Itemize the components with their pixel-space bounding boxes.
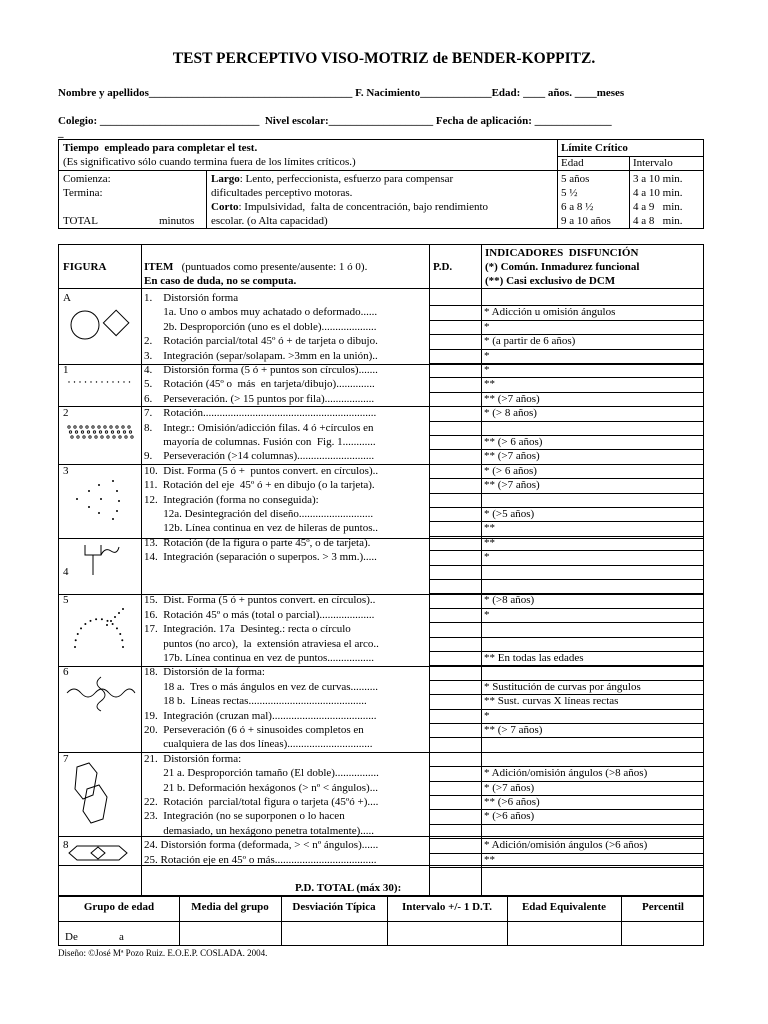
table-row <box>59 550 705 564</box>
table-row <box>59 795 705 809</box>
results-header-percentil: Percentil <box>642 901 684 913</box>
item-text: 23. Integración (no se suporponen o lo hacen <box>144 810 345 823</box>
table-row <box>59 406 705 420</box>
indicator-text: * (>8 años) <box>484 594 535 607</box>
form-line-school[interactable]: Colegio: _____________________________ Nivel escolar:___________________ Fecha de aplicación: ______________ <box>58 115 612 127</box>
indicator-text: ** (>7 años) <box>484 392 540 405</box>
table-row <box>59 579 705 593</box>
indicator-text: ** En todas las edades <box>484 652 584 664</box>
figure-8-drawing <box>67 843 131 863</box>
indicator-text: ** (>7 años) <box>484 479 540 492</box>
figure-1-drawing <box>65 375 137 389</box>
table-row <box>59 536 705 550</box>
indicator-text: * Adición/omisión ángulos (>8 años) <box>484 767 648 780</box>
item-text: 1a. Uno o ambos muy achatado o deformado...... <box>144 306 378 319</box>
table-row <box>59 637 705 651</box>
corto-text: : Impulsividad, falta de concentración, bajo rendimiento <box>238 201 489 213</box>
indicator-text: ** <box>484 536 495 549</box>
indicator-text: ** <box>484 853 495 866</box>
indicator-text: * <box>484 551 490 564</box>
table-row <box>59 349 705 363</box>
table-row <box>59 521 705 535</box>
table-row <box>59 305 705 319</box>
indicator-text: * Adición/omisión ángulos (>6 años) <box>484 839 648 852</box>
item-text: 10. Dist. Forma (5 ó + puntos convert. en círculos).. <box>144 464 379 477</box>
table-row <box>59 435 705 449</box>
table-row <box>59 853 705 867</box>
limit-edad: 6 a 8 ½ <box>561 201 594 213</box>
indicator-text: * Adicción u omisión ángulos <box>484 306 616 319</box>
indicator-text: * <box>484 349 490 362</box>
time-minutos: minutos <box>159 215 195 227</box>
table-row <box>59 334 705 348</box>
item-text: 12b. Línea continua en vez de hileras de puntos.. <box>144 522 378 535</box>
item-text: puntos (no arco), la extensión atraviesa el arco.. <box>144 637 379 650</box>
limite-critico: Límite Crítico <box>561 142 628 154</box>
item-text: 16. Rotación 45º o más (total o parcial).................... <box>144 608 375 621</box>
time-total: TOTAL <box>63 215 98 227</box>
item-text: 20. Perseveración (6 ó + sinusoides completos en <box>144 724 364 736</box>
figure-label: 2 <box>63 407 69 420</box>
indicator-text: ** Sust. curvas X líneas rectas <box>484 695 619 708</box>
header-dcm: (**) Casi exclusivo de DCM <box>485 275 616 287</box>
time-note: (Es significativo sólo cuando termina fuera de los límites críticos.) <box>63 156 356 168</box>
pd-total-label: P.D. TOTAL (máx 30): <box>295 882 402 894</box>
form-line-name[interactable]: Nombre y apellidos_____________________________________ F. Nacimiento_____________Edad: ____ años. ____meses <box>58 87 625 99</box>
indicator-text: * (>5 años) <box>484 508 535 520</box>
indicator-text: ** (> 7 años) <box>484 724 543 736</box>
results-de[interactable]: De <box>65 931 78 943</box>
indicator-text: * (>7 años) <box>484 781 535 794</box>
intervalo-header: Intervalo <box>633 157 673 169</box>
header-item-note: (puntuados como presente/ausente: 1 ó 0). <box>173 261 368 273</box>
time-termina: Termina: <box>63 187 103 199</box>
table-row <box>59 680 705 694</box>
indicator-text: * <box>484 608 490 621</box>
indicator-text: * <box>484 709 490 722</box>
indicator-text: * <box>484 320 490 333</box>
figure-2-drawing <box>65 423 137 443</box>
item-text: 21. Distorsión forma: <box>144 752 242 765</box>
footer-credit: Diseño: ©José Mª Pozo Ruiz. E.O.E.P. COSLADA. 2004. <box>58 948 268 958</box>
table-row <box>59 709 705 723</box>
table-row <box>59 608 705 622</box>
indicator-text: ** (>6 años) <box>484 796 540 808</box>
indicator-text: ** (>7 años) <box>484 450 540 463</box>
item-text: 13. Rotación (de la figura o parte 45º, o de tarjeta). <box>144 536 371 549</box>
table-row <box>59 377 705 391</box>
results-header-intervalo: Intervalo +/- 1 D.T. <box>401 901 493 913</box>
item-text: 1. Distorsión forma <box>144 292 239 304</box>
indicator-text: * (>6 años) <box>484 810 535 823</box>
item-text: 17. Integración. 17a Desinteg.: recta o círculo <box>144 623 351 636</box>
table-row <box>59 622 705 636</box>
item-text: 11. Rotación del eje 45º ó + en dibujo (o la tarjeta). <box>144 479 375 492</box>
results-header-grupo: Grupo de edad <box>83 901 155 913</box>
table-row <box>59 809 705 823</box>
figure-label: 7 <box>63 752 69 765</box>
header-indicadores: INDICADORES DISFUNCIÓN <box>485 247 639 259</box>
item-text: 17b. Línea continua en vez de puntos................. <box>144 652 375 664</box>
figure-7-drawing <box>67 759 127 829</box>
table-row <box>59 449 705 463</box>
item-text: 19. Integración (cruzan mal)...................................... <box>144 709 377 722</box>
item-text: 6. Perseveración. (> 15 puntos por fila).................. <box>144 392 375 405</box>
time-comienza: Comienza: <box>63 173 111 185</box>
figure-label: 3 <box>63 464 69 477</box>
item-text: 12a. Desintegración del diseño........................... <box>144 508 374 520</box>
item-text: demasiado, un hexágono penetra totalmente)..... <box>144 824 375 837</box>
item-text: 24. Distorsión forma (deformada, > < nº ángulos)...... <box>144 839 379 852</box>
table-row <box>59 694 705 708</box>
indicator-text: ** (> 6 años) <box>484 436 543 448</box>
item-text: 2. Rotación parcial/total 45º ó + de tarjeta o dibujo. <box>144 335 378 348</box>
indicator-text: ** <box>484 522 495 535</box>
indicator-text: * (a partir de 6 años) <box>484 335 576 348</box>
table-row <box>59 737 705 751</box>
table-row <box>59 781 705 795</box>
item-text: 25. Rotación eje en 45º o más..................................... <box>144 853 377 866</box>
figure-label: 1 <box>63 364 69 376</box>
indicator-text: * (> 6 años) <box>484 464 537 477</box>
item-text: 4. Distorsión forma (5 ó + puntos son círculos)....... <box>144 364 378 376</box>
indicator-text: * (> 8 años) <box>484 407 537 420</box>
results-a[interactable]: a <box>119 931 124 943</box>
time-table <box>58 139 704 229</box>
table-row <box>59 464 705 478</box>
limit-edad: 9 a 10 años <box>561 215 611 227</box>
table-row <box>59 723 705 737</box>
item-text: 9. Perseveración (>14 columnas)............................ <box>144 450 375 463</box>
corto-text2: escolar. (o Alta capacidad) <box>211 215 328 227</box>
figure-a-drawing <box>65 305 135 345</box>
item-text: 15. Dist. Forma (5 ó + puntos convert. en círculos).. <box>144 594 376 607</box>
figure-label: 8 <box>63 839 69 852</box>
corto-label: Corto <box>211 201 239 213</box>
table-row <box>59 752 705 766</box>
table-row <box>59 651 705 665</box>
largo-label: Largo <box>211 173 240 185</box>
figure-label: 4 <box>63 565 69 578</box>
header-figura: FIGURA <box>63 261 107 273</box>
item-text: 18 b. Líneas rectas........................................... <box>144 695 367 708</box>
limit-edad: 5 ½ <box>561 187 578 199</box>
table-row <box>59 824 705 838</box>
page-title: TEST PERCEPTIVO VISO-MOTRIZ de BENDER-KOPPITZ. <box>172 50 596 67</box>
table-row <box>59 363 705 377</box>
item-text: 2b. Desproporción (uno es el doble).................... <box>144 320 377 333</box>
header-item-note2: En caso de duda, no se computa. <box>144 275 297 287</box>
item-text: 14. Integración (separación o superpos. > 3 mm.)..... <box>144 551 377 564</box>
item-text: 8. Integr.: Omisión/adicción filas. 4 ó +círculos en <box>144 421 374 434</box>
limit-intervalo: 4 a 10 min. <box>633 187 683 199</box>
table-row <box>59 392 705 406</box>
item-text: 18 a. Tres o más ángulos en vez de curvas.......... <box>144 680 379 693</box>
header-comun: (*) Común. Inmadurez funcional <box>485 261 640 273</box>
item-text: cualquiera de las dos líneas)............................... <box>144 738 373 751</box>
pd-cell-line <box>429 867 703 868</box>
limit-intervalo: 4 a 8 min. <box>633 215 683 227</box>
limit-intervalo: 4 a 9 min. <box>633 201 683 213</box>
time-heading: Tiempo empleado para completar el test. <box>63 142 258 154</box>
form-line-extra: _ <box>58 127 64 139</box>
edad-header: Edad <box>561 157 584 169</box>
figure-3-drawing <box>69 477 129 523</box>
results-header-media: Media del grupo <box>191 901 269 913</box>
limit-edad: 5 años <box>561 173 590 185</box>
table-row <box>59 291 705 305</box>
items-table <box>58 244 704 896</box>
indicator-text: ** <box>484 378 495 391</box>
figure-label: 5 <box>63 594 69 607</box>
limit-intervalo: 3 a 10 min. <box>633 173 683 185</box>
table-row <box>59 320 705 334</box>
table-row <box>59 493 705 507</box>
table-row <box>59 593 705 607</box>
table-row <box>59 565 705 579</box>
largo-text: : Lento, perfeccionista, esfuerzo para compensar <box>239 173 454 185</box>
table-row <box>59 421 705 435</box>
results-table <box>58 896 704 946</box>
item-text: 7. Rotación............................................................... <box>144 407 377 420</box>
table-row <box>59 665 705 679</box>
table-row <box>59 478 705 492</box>
header-item: ITEM <box>144 261 174 273</box>
item-text: 18. Distorsión de la forma: <box>144 666 265 679</box>
figure-4-drawing <box>83 541 133 581</box>
figure-6-drawing <box>65 673 137 713</box>
item-text: 21 a. Desproporción tamaño (El doble)................ <box>144 767 379 780</box>
table-row <box>59 766 705 780</box>
item-text: 5. Rotación (45º o más en tarjeta/dibujo).............. <box>144 378 375 391</box>
item-text: 22. Rotación parcial/total figura o tarjeta (45ºó +).... <box>144 796 379 808</box>
indicator-text: * Sustitución de curvas por ángulos <box>484 680 641 693</box>
figure-5-drawing <box>69 607 129 657</box>
header-pd: P.D. <box>433 261 453 273</box>
results-header-desviacion: Desviación Típica <box>292 901 376 913</box>
item-text: 12. Integración (forma no conseguida): <box>144 493 319 506</box>
table-row <box>59 507 705 521</box>
results-header-edad-equivalente: Edad Equivalente <box>521 901 607 913</box>
indicator-text: * <box>484 364 490 376</box>
table-row <box>59 838 705 852</box>
largo-text2: dificultades perceptivo motoras. <box>211 187 353 199</box>
item-text: 3. Integración (separ/solapam. >3mm en la unión).. <box>144 349 378 362</box>
figure-label: 6 <box>63 666 69 679</box>
figure-label: A <box>63 292 71 304</box>
item-text: 21 b. Deformación hexágonos (> nº < ángulos)... <box>144 781 378 794</box>
item-text: mayoría de columnas. Fusión con Fig. 1............ <box>144 436 376 448</box>
